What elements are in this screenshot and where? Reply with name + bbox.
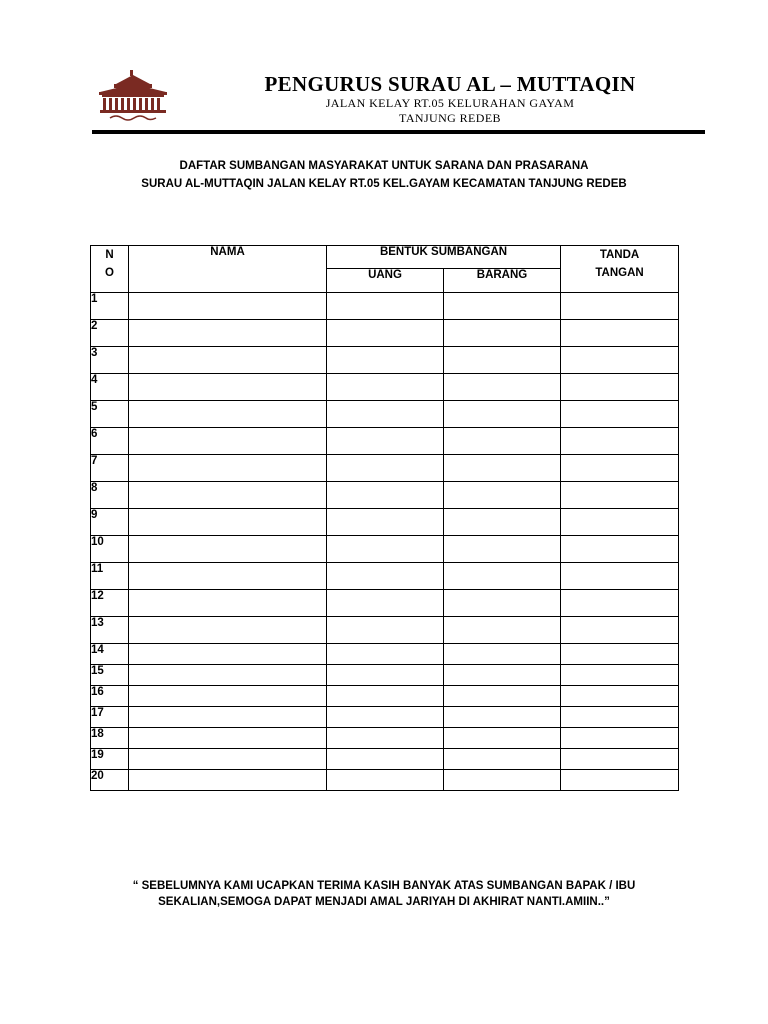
nama-cell: [129, 728, 327, 749]
table-row: [91, 374, 679, 401]
barang-cell: [444, 482, 561, 509]
table-row: [91, 536, 679, 563]
uang-cell: [327, 644, 444, 665]
barang-cell: [444, 455, 561, 482]
barang-cell: [444, 590, 561, 617]
tanda-tangan-cell: [561, 374, 679, 401]
barang-cell: [444, 428, 561, 455]
address-line-2: TANJUNG REDEB: [399, 111, 501, 125]
row-number: 20: [91, 770, 129, 791]
nama-cell: [129, 770, 327, 791]
row-number: 1: [91, 293, 129, 320]
header-tanda-line-1: TANDA: [599, 249, 640, 261]
table-row: [91, 347, 679, 374]
uang-cell: [327, 536, 444, 563]
uang-cell: [327, 509, 444, 536]
row-number: 12: [91, 590, 129, 617]
nama-cell: [129, 401, 327, 428]
nama-cell: [129, 536, 327, 563]
letterhead-divider: [92, 130, 705, 134]
tanda-tangan-cell: [561, 686, 679, 707]
row-number: 16: [91, 686, 129, 707]
mosque-logo-icon: [96, 70, 170, 124]
nama-cell: [129, 563, 327, 590]
barang-cell: [444, 536, 561, 563]
uang-cell: [327, 293, 444, 320]
table-row: [91, 590, 679, 617]
header-no-line-1: N: [105, 249, 114, 261]
uang-cell: [327, 770, 444, 791]
tanda-tangan-cell: [561, 770, 679, 791]
nama-cell: [129, 320, 327, 347]
tanda-tangan-cell: [561, 509, 679, 536]
nama-cell: [129, 293, 327, 320]
barang-cell: [444, 374, 561, 401]
row-number: 14: [91, 644, 129, 665]
tanda-tangan-cell: [561, 590, 679, 617]
table-row: [91, 455, 679, 482]
nama-cell: [129, 617, 327, 644]
barang-cell: [444, 347, 561, 374]
row-number: 17: [91, 707, 129, 728]
table-row: [91, 482, 679, 509]
table-row: [91, 293, 679, 320]
header-no: [91, 246, 129, 293]
header-barang: BARANG: [444, 269, 561, 293]
table-row: [91, 686, 679, 707]
nama-cell: [129, 509, 327, 536]
table-row: [91, 707, 679, 728]
tanda-tangan-cell: [561, 320, 679, 347]
document-heading-line-1: DAFTAR SUMBANGAN MASYARAKAT UNTUK SARANA DAN PRASARANA: [179, 160, 589, 172]
nama-cell: [129, 482, 327, 509]
nama-cell: [129, 428, 327, 455]
nama-cell: [129, 455, 327, 482]
row-number: 5: [91, 401, 129, 428]
tanda-tangan-cell: [561, 347, 679, 374]
row-number: 11: [91, 563, 129, 590]
uang-cell: [327, 686, 444, 707]
row-number: 10: [91, 536, 129, 563]
tanda-tangan-cell: [561, 617, 679, 644]
table-row: [91, 428, 679, 455]
row-number: 4: [91, 374, 129, 401]
barang-cell: [444, 686, 561, 707]
header-no-line-2: O: [105, 267, 114, 279]
uang-cell: [327, 374, 444, 401]
barang-cell: [444, 617, 561, 644]
closing-note-line-2: SEKALIAN,SEMOGA DAPAT MENJADI AMAL JARIYAH DI AKHIRAT NANTI.AMIIN..”: [158, 896, 610, 908]
uang-cell: [327, 347, 444, 374]
table-row: [91, 401, 679, 428]
header-uang: UANG: [327, 269, 444, 293]
uang-cell: [327, 455, 444, 482]
barang-cell: [444, 644, 561, 665]
uang-cell: [327, 728, 444, 749]
table-row: [91, 320, 679, 347]
barang-cell: [444, 401, 561, 428]
uang-cell: [327, 482, 444, 509]
table-row: [91, 563, 679, 590]
barang-cell: [444, 665, 561, 686]
header-tanda-line-2: TANGAN: [595, 267, 644, 279]
nama-cell: [129, 347, 327, 374]
uang-cell: [327, 665, 444, 686]
row-number: 8: [91, 482, 129, 509]
uang-cell: [327, 563, 444, 590]
organization-title: PENGURUS SURAU AL – MUTTAQIN: [264, 72, 636, 96]
table-row: [91, 728, 679, 749]
tanda-tangan-cell: [561, 455, 679, 482]
document-heading-line-2: SURAU AL-MUTTAQIN JALAN KELAY RT.05 KEL.GAYAM KECAMATAN TANJUNG REDEB: [141, 178, 627, 190]
nama-cell: [129, 374, 327, 401]
tanda-tangan-cell: [561, 644, 679, 665]
header-tanda-tangan: [561, 246, 679, 293]
header-nama: NAMA: [129, 246, 327, 293]
table-row: [91, 770, 679, 791]
tanda-tangan-cell: [561, 707, 679, 728]
table-row: [91, 644, 679, 665]
closing-note-line-1: “ SEBELUMNYA KAMI UCAPKAN TERIMA KASIH BANYAK ATAS SUMBANGAN BAPAK / IBU: [132, 880, 636, 892]
barang-cell: [444, 728, 561, 749]
row-number: 15: [91, 665, 129, 686]
barang-cell: [444, 770, 561, 791]
table-row: [91, 617, 679, 644]
tanda-tangan-cell: [561, 401, 679, 428]
nama-cell: [129, 686, 327, 707]
uang-cell: [327, 320, 444, 347]
row-number: 6: [91, 428, 129, 455]
barang-cell: [444, 320, 561, 347]
tanda-tangan-cell: [561, 563, 679, 590]
row-number: 19: [91, 749, 129, 770]
row-number: 3: [91, 347, 129, 374]
donation-rows: [91, 293, 679, 791]
nama-cell: [129, 707, 327, 728]
header-bentuk-sumbangan: BENTUK SUMBANGAN: [327, 246, 561, 269]
barang-cell: [444, 509, 561, 536]
tanda-tangan-cell: [561, 482, 679, 509]
uang-cell: [327, 401, 444, 428]
tanda-tangan-cell: [561, 293, 679, 320]
tanda-tangan-cell: [561, 665, 679, 686]
uang-cell: [327, 707, 444, 728]
tanda-tangan-cell: [561, 428, 679, 455]
row-number: 13: [91, 617, 129, 644]
letterhead: [0, 0, 768, 140]
table-row: [91, 749, 679, 770]
row-number: 9: [91, 509, 129, 536]
nama-cell: [129, 665, 327, 686]
uang-cell: [327, 590, 444, 617]
nama-cell: [129, 749, 327, 770]
tanda-tangan-cell: [561, 536, 679, 563]
barang-cell: [444, 293, 561, 320]
table-row: [91, 665, 679, 686]
row-number: 7: [91, 455, 129, 482]
uang-cell: [327, 617, 444, 644]
nama-cell: [129, 590, 327, 617]
uang-cell: [327, 749, 444, 770]
donation-table: [90, 245, 679, 791]
table-row: [91, 509, 679, 536]
barang-cell: [444, 707, 561, 728]
address-line-1: JALAN KELAY RT.05 KELURAHAN GAYAM: [325, 96, 575, 110]
row-number: 18: [91, 728, 129, 749]
nama-cell: [129, 644, 327, 665]
uang-cell: [327, 428, 444, 455]
tanda-tangan-cell: [561, 728, 679, 749]
tanda-tangan-cell: [561, 749, 679, 770]
row-number: 2: [91, 320, 129, 347]
barang-cell: [444, 749, 561, 770]
barang-cell: [444, 563, 561, 590]
